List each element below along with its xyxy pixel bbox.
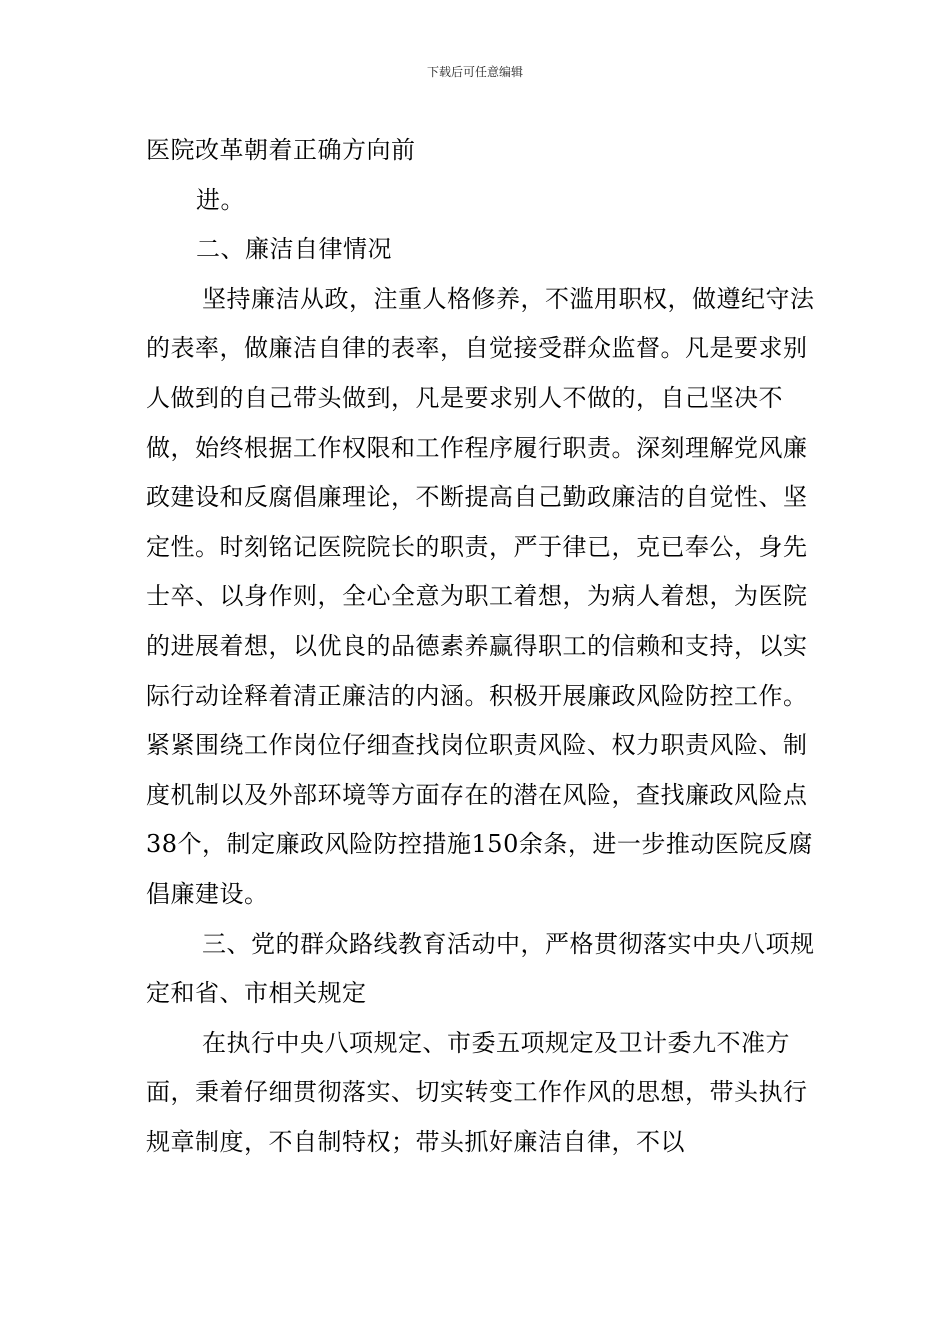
section-heading-3: 三、党的群众路线教育活动中，严格贯彻落实中央八项规定和省、市相关规定 bbox=[146, 929, 815, 1008]
paragraph-eight-rules: 在执行中央八项规定、市委五项规定及卫计委九不准方面，秉着仔细贯彻落实、切实转变工作作风的思想，带头执行规章制度，不自制特权；带头抓好廉洁自律，不以 bbox=[146, 1028, 808, 1156]
paragraph-end-fragment: 进。 bbox=[196, 185, 245, 214]
paragraph-continuation: 医院改革朝着正确方向前 bbox=[146, 136, 416, 164]
section-heading-2: 二、廉洁自律情况 bbox=[196, 235, 392, 264]
document-body bbox=[146, 126, 816, 1167]
page-header: 下载后可任意编辑 bbox=[426, 65, 523, 79]
paragraph-integrity: 坚持廉洁从政，注重人格修养，不滥用职权，做遵纪守法的表率，做廉洁自律的表率，自觉接受群众监督。凡是要求别人做到的自己带头做到，凡是要求别人不做的，自己坚决不做，始终根据工作权限和工作程序履行职责。深刻理解党风廉政建设和反腐倡廉理论，不断提高自己勤政廉洁的自觉性、坚定性。时刻铭记医院院长的职责，严于律已，克已奉公，身先士卒、以身作则，全心全意为职工着想，为病人着想，为医院的进展着想，以优良的品德素养赢得职工的信赖和支持，以实际行动诠释着清正廉洁的内涵。积极开展廉政风险防控工作。紧紧围绕工作岗位仔细查找岗位职责风险、权力职责风险、制度机制以及外部环境等方面存在的潜在风险，查找廉政风险点38个，制定廉政风险防控措施150余条，进一步推动医院反腐倡廉建设。 bbox=[146, 284, 815, 908]
